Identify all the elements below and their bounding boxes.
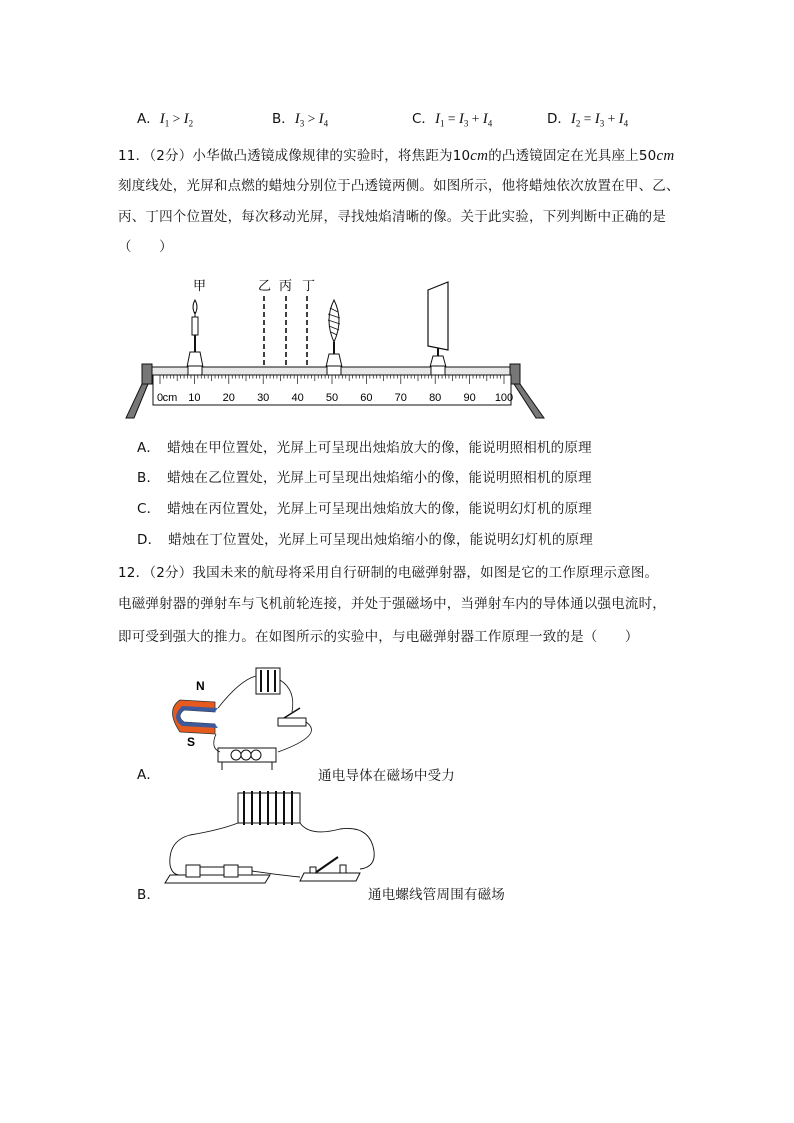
q12-stem-line2: 电磁弹射器的弹射车与飞机前轮连接，并处于强磁场中，当弹射车内的导体通以强电流时， bbox=[118, 596, 666, 612]
bench-leg-right bbox=[514, 384, 544, 418]
q11-stem-line3: 丙、丁四个位置处，每次移动光屏，寻找烛焰清晰的像。关于此实验，下列判断中正确的是 bbox=[118, 209, 666, 225]
bench-leg-left bbox=[126, 384, 148, 418]
battery-holder-icon bbox=[165, 865, 270, 883]
label-yi: 乙 bbox=[258, 278, 272, 293]
scale-label: 0 bbox=[156, 392, 164, 404]
rail-cart-icon bbox=[218, 748, 276, 770]
q11-answer-bracket: （ ） bbox=[118, 239, 173, 255]
label-jia: 甲 bbox=[193, 278, 207, 293]
q10-option-c: C．$I_1 = I_3 + I_4$ bbox=[412, 111, 493, 129]
battery-icon bbox=[256, 668, 280, 694]
scale-label: 70 bbox=[394, 392, 407, 404]
q12-option-b-letter: B． bbox=[137, 887, 161, 903]
q10-option-d: D．$I_2 = I_3 + I_4$ bbox=[547, 111, 629, 129]
convex-lens-icon bbox=[326, 300, 342, 367]
bench-end-left bbox=[142, 364, 152, 384]
label-bing: 丙 bbox=[279, 278, 293, 293]
scale-label: 50 bbox=[325, 392, 339, 404]
light-screen-icon bbox=[428, 282, 448, 367]
figure-solenoid bbox=[160, 785, 380, 895]
candle-icon bbox=[187, 300, 203, 367]
q10-option-b: B．$I_3 > I_4$ bbox=[272, 111, 329, 129]
q12-stem-line3: 即可受到强大的推力。在如图所示的实验中，与电磁弹射器工作原理一致的是（ ） bbox=[118, 629, 639, 645]
scale-label: 40 bbox=[291, 392, 304, 404]
scale-label: 90 bbox=[463, 392, 476, 404]
magnet-n-label: N bbox=[196, 679, 205, 693]
label-ding: 丁 bbox=[302, 278, 316, 293]
q12-stem-line1: 12．（2分）我国未来的航母将采用自行研制的电磁弹射器，如图是它的工作原理示意图。 bbox=[118, 565, 659, 581]
figure-conductor-in-field bbox=[160, 660, 330, 780]
q11-option-b: B． 蜡烛在乙位置处，光屏上可呈现出烛焰缩小的像，能说明照相机的原理 bbox=[137, 470, 592, 486]
magnet-s-label: S bbox=[187, 735, 196, 749]
q12-option-a-letter: A． bbox=[137, 767, 161, 783]
horseshoe-magnet-icon bbox=[173, 700, 219, 734]
q11-option-a: A． 蜡烛在甲位置处，光屏上可呈现出烛焰放大的像，能说明照相机的原理 bbox=[137, 440, 592, 456]
q11-stem-line1: 11．（2分）小华做凸透镜成像规律的实验时，将焦距为10cm的凸透镜固定在光具座上50cm bbox=[118, 148, 675, 164]
scale-label: 80 bbox=[429, 392, 442, 404]
scale-label: 60 bbox=[360, 392, 373, 404]
switch-icon bbox=[300, 857, 360, 881]
solenoid-icon bbox=[238, 791, 300, 825]
scale-label: 20 bbox=[222, 392, 235, 404]
q11-stem-line2: 刻度线处，光屏和点燃的蜡烛分别位于凸透镜两侧。如图所示，他将蜡烛依次放置在甲、乙、 bbox=[118, 178, 680, 194]
scale-label: 30 bbox=[257, 392, 270, 404]
optical-bench-diagram bbox=[120, 272, 550, 422]
q11-option-d: D． 蜡烛在丁位置处，光屏上可呈现出烛焰缩小的像，能说明幻灯机的原理 bbox=[137, 532, 593, 548]
scale-label: 100 bbox=[494, 392, 514, 404]
q10-option-a: A．$I_1 > I_2$ bbox=[137, 111, 194, 129]
q12-option-b-caption: 通电螺线管周围有磁场 bbox=[368, 887, 505, 903]
scale-label: cm bbox=[162, 392, 178, 404]
scale-label: 10 bbox=[188, 392, 201, 404]
q12-option-a-caption: 通电导体在磁场中受力 bbox=[318, 768, 455, 784]
q11-option-c: C． 蜡烛在丙位置处，光屏上可呈现出烛焰放大的像，能说明幻灯机的原理 bbox=[137, 501, 592, 517]
